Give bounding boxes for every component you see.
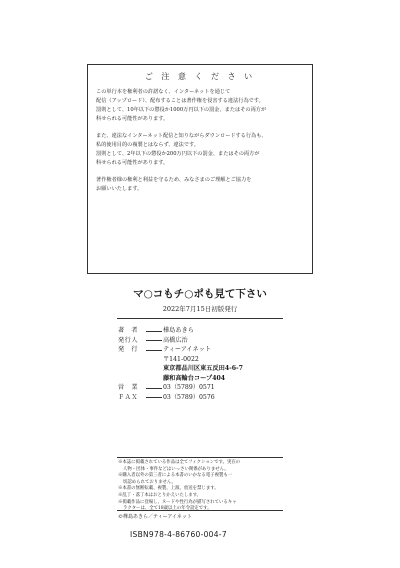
leader-dash (146, 397, 162, 398)
isbn: ISBN978-4-86760-004-7 (130, 530, 227, 539)
note-line: ※乱丁・落丁本はおとりかえいたします。 (118, 492, 202, 498)
address-line: 東京都品川区東五反田4-6-7 (163, 365, 243, 372)
notice-box (87, 64, 313, 274)
notice-line: この単行本を権利者の許諾なく、インターネットを通じて (96, 89, 231, 95)
fax-number: 03（5789）0576 (163, 393, 215, 401)
fax-row (118, 393, 288, 403)
divider (117, 318, 283, 319)
note-line: 切認められておりません。 (123, 479, 176, 485)
notice-line: 罰則として、2年以下の懲役か200万円以下の罰金、またはその両方が (96, 151, 260, 157)
notice-paragraph (96, 176, 304, 194)
notice-line: 罰則として、10年以下の懲役か1000万円以下の罰金、またはその両方が (96, 107, 267, 113)
notice-line: 配信（アップロード）、配布することは著作権を侵害する違法行為です。 (96, 98, 264, 104)
publisher-row (118, 336, 288, 346)
sales-label: 営 業 (118, 384, 139, 391)
issuer-name: ティーアイネット (163, 346, 212, 353)
notes (118, 460, 284, 513)
leader-dash (146, 350, 162, 351)
leader-dash (146, 340, 162, 341)
note-line: ※購入者以外の第三者による本書のいかなる電子複製も一 (118, 473, 233, 479)
book-title: マ○コもチ○ポも見て下さい (133, 288, 267, 300)
notice-paragraph (96, 88, 304, 124)
issuer-label: 発 行 (118, 346, 139, 353)
notice-line: また、違法なインターネット配信と知りながらダウンロードする行為も、 (96, 133, 267, 139)
note-line: 人物・団体・事件などはいっさい関係がありません。 (123, 466, 229, 472)
postal-code: 〒141-0022 (163, 355, 199, 363)
colophon (118, 326, 288, 402)
address-line: 藤和高輪台コープ404 (163, 374, 226, 382)
sales-tel: 03（5789）0571 (163, 384, 215, 391)
issuer-row (118, 345, 288, 355)
divider (117, 457, 283, 458)
leader-dash (146, 331, 162, 332)
notice-line: 私的使用目的の複製とはならず、違法です。 (96, 142, 199, 148)
publisher-name: 高橋広治 (163, 336, 188, 344)
leader-dash (146, 388, 162, 389)
author-label: 著 者 (118, 327, 139, 334)
notice-title: ご 注 意 く だ さ い (144, 72, 256, 81)
notice-line: 著作権者様の権利と利益を守るため、みなさまのご理解とご協力を (96, 177, 252, 183)
note-line: ※本誌に掲載されている作品は全てフィクションです。実在の (118, 460, 241, 465)
note-line: ※本書の無断転載、複製、上演、放送を禁じます。 (118, 486, 219, 492)
author-name: 樺島あきら (163, 327, 194, 334)
notice-line: 科せられる可能性があります。 (96, 116, 169, 122)
notice-paragraph (96, 132, 304, 168)
fax-label: ＦＡＸ (118, 393, 139, 401)
notice-line: お願いいたします。 (96, 186, 143, 192)
publisher-label: 発行人 (118, 336, 139, 344)
author-row (118, 326, 288, 336)
notice-line: 科せられる可能性があります。 (96, 160, 169, 166)
copyright: ©樺島あきら／ティーアイネット (118, 514, 192, 520)
sales-row (118, 383, 288, 393)
note-line: ラクターは、全て18歳以上の年令設定です。 (123, 506, 212, 512)
edition-date: 2022年7月15日初版発行 (162, 305, 238, 313)
note-line: ※掲載作品に登場し、ヌードや性行為が描写されているキャ (118, 499, 237, 505)
divider (117, 510, 283, 511)
